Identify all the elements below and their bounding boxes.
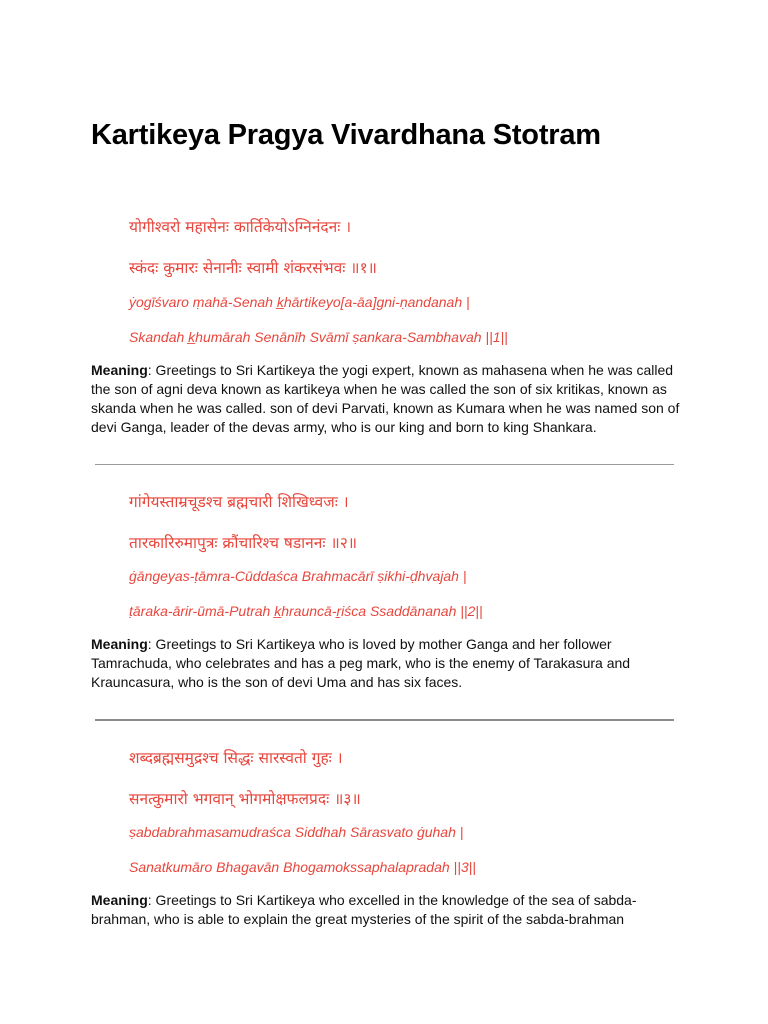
verse-2-transliteration-line-1: ġāngeyas-ṭāmra-Cūddaśca Brahmacārī ṣikhi-ḍhvajah | [129,568,467,584]
divider-2 [95,719,674,721]
verse-1-meaning-label: Meaning [91,362,148,378]
verse-3-transliteration-line-1: ṣabdabrahmasamudraśca Siddhah Sārasvato ġuhah | [129,824,464,840]
verse-3-meaning [91,891,681,929]
verse-2-sanskrit-line-1: गांगेयस्ताम्रचूडश्च ब्रह्मचारी शिखिध्वजः । [129,493,349,511]
verse-3-meaning-label: Meaning [91,892,148,908]
verse-3-sanskrit-line-2: सनत्कुमारो भगवान् भोगमोक्षफलप्रदः ॥३॥ [129,790,361,808]
verse-2-sanskrit-line-2: तारकारिरुमापुत्रः क्रौंचारिश्च षडाननः ॥२॥ [129,534,358,552]
verse-1-transliteration-line-2: Skandah k̲humārah Senānīh Svāmī ṣankara-Sambhavah ||1|| [129,329,508,345]
verse-1-meaning-text: : Greetings to Sri Kartikeya the yogi expert, known as mahasena when he was called the son of agni deva known as kartikeya when he was called the son of six kritikas, known as skanda when he was called. son of devi Parvati, known as Kumara when he was named son of devi Ganga, leader of the devas army, who is our king and born to king Shankara. [91,362,680,435]
verse-2-meaning [91,635,681,692]
verse-1-sanskrit-line-1: योगीश्वरो महासेनः कार्तिकेयोऽग्निनंदनः । [129,218,352,236]
verse-2-meaning-label: Meaning [91,636,148,652]
verse-3-sanskrit-line-1: शब्दब्रह्मसमुद्रश्च सिद्धः सारस्वतो गुहः । [129,749,343,767]
verse-3-transliteration-line-2: Sanatkumāro Bhagavān Bhogamokssaphalapradah ||3|| [129,859,476,875]
verse-1-transliteration-line-1: ẏogīśvaro ṃahā-Senah k̲hārtikeyo[a-āa]gni-ṇandanah | [129,294,470,310]
verse-3-meaning-text: : Greetings to Sri Kartikeya who excelled in the knowledge of the sea of sabda-brahman, who is able to explain the great mysteries of the spirit of the sabda-brahman [91,892,637,927]
verse-2-meaning-text: : Greetings to Sri Kartikeya who is loved by mother Ganga and her follower Tamrachuda, who celebrates and has a peg mark, who is the enemy of Tarakasura and Krauncasura, who is the son of devi Uma and has six faces. [91,636,631,690]
verse-2-transliteration-line-2: ṭāraka-ārir-ūmā-Putrah k̲hrauncā-ṟiśca Ssaddānanah ||2|| [129,603,483,619]
divider-1 [95,464,674,465]
verse-1-meaning [91,361,681,437]
verse-1-sanskrit-line-2: स्कंदः कुमारः सेनानीः स्वामी शंकरसंभवः ॥१॥ [129,259,377,277]
page-title: Kartikeya Pragya Vivardhana Stotram [91,119,601,151]
